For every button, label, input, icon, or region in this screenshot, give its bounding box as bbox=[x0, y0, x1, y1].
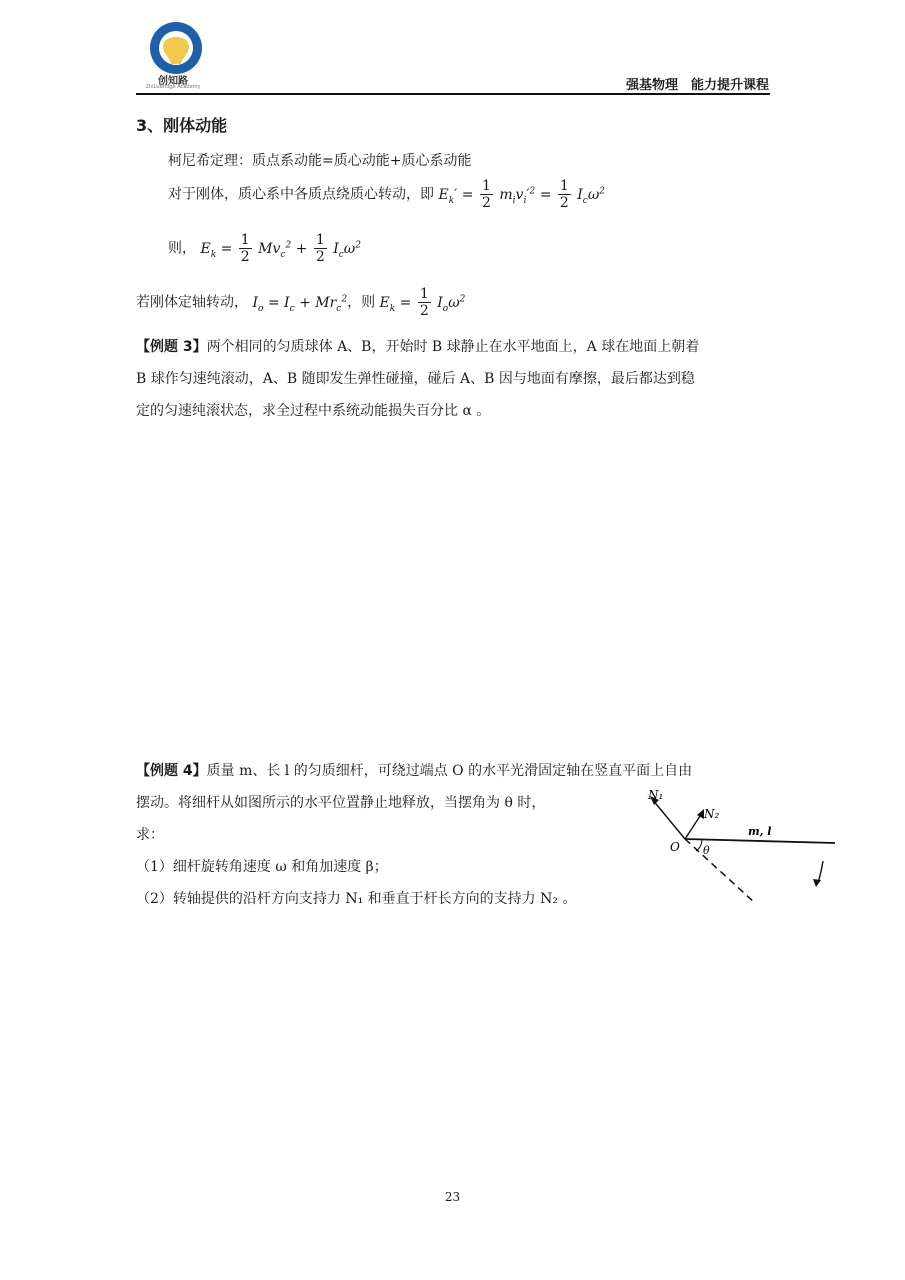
logo-subtext: ZhiLuBridge Academy bbox=[145, 84, 201, 90]
example-3 bbox=[136, 331, 776, 427]
fixed-axis-line bbox=[136, 286, 465, 319]
koenig-theorem: 柯尼希定理：质点系动能=质心动能+质心系动能 bbox=[168, 153, 472, 169]
then-label: 则， bbox=[168, 240, 196, 257]
example-3-label: 【例题 3】 bbox=[136, 339, 207, 355]
rod-line bbox=[685, 839, 835, 843]
example-4-line2: 摆动。将细杆从如图所示的水平位置静止地释放，当摆角为 θ 时， bbox=[136, 795, 546, 811]
formula-parallel-axis: $I_o = I_c + Mr_c^2$ bbox=[252, 293, 348, 314]
label-o: O bbox=[670, 840, 680, 854]
header-divider bbox=[136, 93, 770, 95]
section-title: 3、刚体动能 bbox=[136, 116, 228, 135]
rotated-rod-dashed bbox=[685, 839, 755, 903]
swing-arrowhead bbox=[813, 879, 821, 887]
formula-total-ke: $E_k$ = $\frac{1}{2}$ $Mv_c^2$ + $\frac{1}{2}$ $I_c\omega^2$ bbox=[200, 232, 361, 266]
swing-arrow bbox=[818, 861, 823, 883]
label-ml: m, l bbox=[748, 825, 772, 838]
rigid-body-line bbox=[168, 178, 605, 211]
label-n2: N₂ bbox=[704, 807, 720, 821]
rod-pivot-diagram bbox=[640, 785, 840, 910]
total-ke-line bbox=[168, 232, 361, 265]
fixed-axis-intro: 若刚体定轴转动， bbox=[136, 294, 248, 311]
formula-fixed-axis-ke: $E_k$ = $\frac{1}{2}$ $I_o\omega^2$ bbox=[379, 286, 466, 320]
example-4-line3: 求： bbox=[136, 827, 164, 843]
n2-arrow bbox=[685, 813, 702, 839]
example-4-line1: 质量 m、长 l 的匀质细杆，可绕过端点 O 的水平光滑固定轴在竖直平面上自由 bbox=[206, 763, 693, 779]
n2-arrowhead bbox=[697, 809, 704, 819]
example-4-question-2: （2）转轴提供的沿杆方向支持力 N₁ 和垂直于杆长方向的支持力 N₂ 。 bbox=[136, 891, 577, 907]
course-title: 强基物理 能力提升课程 bbox=[625, 78, 769, 93]
logo-text: 创知路 bbox=[158, 76, 188, 87]
example-3-line3: 定的匀速纯滚状态，求全过程中系统动能损失百分比 α 。 bbox=[136, 403, 491, 419]
example-3-line2: B 球作匀速纯滚动，A、B 随即发生弹性碰撞，碰后 A、B 因与地面有摩擦，最后都达到稳 bbox=[136, 371, 695, 387]
formula-rigid-ke: $E_k'$ = $\frac{1}{2}$ $m_iv_i'^2$ = $\frac{1}{2}$ $I_c\omega^2$ bbox=[438, 178, 605, 212]
n1-arrow bbox=[652, 799, 685, 839]
rigid-intro-text: 对于刚体，质心系中各质点绕质心转动，即 bbox=[168, 186, 434, 203]
example-3-line1: 两个相同的匀质球体 A、B，开始时 B 球静止在水平地面上，A 球在地面上朝着 bbox=[206, 339, 700, 355]
example-4-label: 【例题 4】 bbox=[136, 763, 207, 779]
example-4-question-1: （1）细杆旋转角速度 ω 和角加速度 β； bbox=[136, 859, 388, 875]
fixed-axis-then: ，则 bbox=[347, 294, 376, 311]
label-n1: N₁ bbox=[648, 788, 664, 802]
label-theta: θ bbox=[703, 844, 710, 857]
page-number: 23 bbox=[444, 1190, 461, 1204]
